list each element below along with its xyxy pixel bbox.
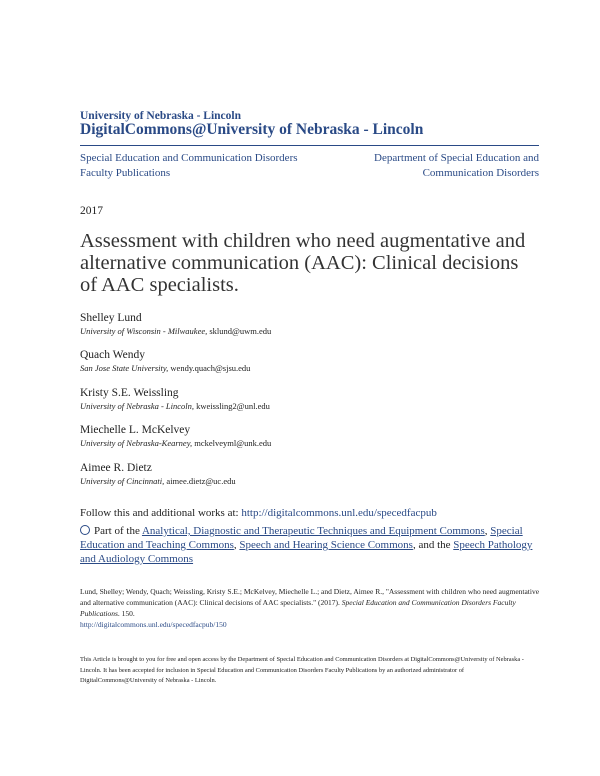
commons-link[interactable]: Speech and Hearing Science Commons — [239, 539, 413, 551]
author-email[interactable]: mckelveyml@unk.edu — [194, 438, 272, 448]
author-email[interactable]: kweissling2@unl.edu — [196, 401, 270, 411]
citation — [80, 586, 540, 630]
author-affiliation: University of Wisconsin - Milwaukee — [80, 326, 206, 336]
author-entry: Quach Wendy San Jose State University, wendy.quach@sjsu.edu — [80, 349, 251, 373]
collection-right-line1: Department of Special Education and — [374, 152, 539, 164]
author-affiliation: University of Nebraska-Kearney — [80, 438, 191, 448]
follow-url-link[interactable]: http://digitalcommons.unl.edu/specedfacpub — [241, 507, 437, 519]
repository-title[interactable]: DigitalCommons@University of Nebraska - Lincoln — [80, 121, 424, 138]
collection-left-line2: Faculty Publications — [80, 167, 171, 179]
author-email[interactable]: wendy.quach@sjsu.edu — [170, 363, 251, 373]
open-access-icon — [80, 525, 90, 535]
university-name[interactable]: University of Nebraska - Lincoln — [80, 110, 241, 122]
author-affiliation: University of Cincinnati — [80, 476, 163, 486]
publication-year: 2017 — [80, 205, 103, 217]
follow-text: Follow this and additional works at: — [80, 507, 242, 519]
follow-line — [80, 507, 437, 519]
citation-journal: Special Education and Communication Disorders Faculty Publications — [80, 598, 516, 618]
author-affiliation: University of Nebraska - Lincoln — [80, 401, 192, 411]
partof-prefix: Part of the — [94, 525, 142, 537]
author-name: Kristy S.E. Weissling — [80, 387, 179, 399]
collection-left-line1: Special Education and Communication Disorders — [80, 152, 298, 164]
header-divider — [80, 145, 539, 146]
citation-url-link[interactable]: http://digitalcommons.unl.edu/specedfacpub/150 — [80, 620, 227, 629]
author-name: Aimee R. Dietz — [80, 462, 152, 474]
collection-right-line2: Communication Disorders — [422, 167, 539, 179]
author-affiliation: San Jose State University — [80, 363, 167, 373]
author-entry: Aimee R. Dietz University of Cincinnati, aimee.dietz@uc.edu — [80, 462, 236, 486]
citation-number: . 150. — [117, 609, 135, 618]
partof-separator: , — [233, 539, 240, 551]
partof-separator: , and the — [412, 539, 454, 551]
commons-link[interactable]: Speech Pathology and Audiology Commons — [80, 539, 533, 565]
author-email[interactable]: aimee.dietz@uc.edu — [166, 476, 236, 486]
author-name: Miechelle L. McKelvey — [80, 424, 191, 436]
commons-link[interactable]: Special Education and Teaching Commons — [80, 525, 523, 551]
collection-link-right[interactable] — [309, 151, 539, 181]
partof-separator: , — [484, 525, 491, 537]
author-email[interactable]: sklund@uwm.edu — [209, 326, 272, 336]
citation-text: Lund, Shelley; Wendy, Quach; Weissling, Kristy S.E.; McKelvey, Miechelle L.; and Dietz, Aimee R., "Assessment with children who need augmentative and alternative communication (AAC): Clinical decisions of AAC specialists." (2017). — [80, 587, 540, 607]
author-entry: Miechelle L. McKelvey University of Nebraska-Kearney, mckelveyml@unk.edu — [80, 424, 272, 448]
author-entry: Shelley Lund University of Wisconsin - Milwaukee, sklund@uwm.edu — [80, 312, 272, 336]
author-name: Shelley Lund — [80, 312, 142, 324]
commons-link[interactable]: Analytical, Diagnostic and Therapeutic Techniques and Equipment Commons — [141, 525, 485, 537]
author-name: Quach Wendy — [80, 349, 145, 361]
part-of-commons — [80, 524, 540, 566]
collection-link-left[interactable] — [80, 151, 330, 181]
author-entry: Kristy S.E. Weissling University of Nebraska - Lincoln, kweissling2@unl.edu — [80, 387, 270, 411]
open-access-notice: This Article is brought to you for free and open access by the Department of Special Education and Communication Disorders at DigitalCommons@University of Nebraska - Lincoln. It has been accepted for inclusion in Special Education and Communication Disorders Faculty Publications by an authorized administrator of DigitalCommons@University of Nebraska - Lincoln. — [80, 656, 524, 684]
article-title: Assessment with children who need augmentative and alternative communication (AAC): Clinical decisions of AAC specialists. — [80, 230, 526, 296]
